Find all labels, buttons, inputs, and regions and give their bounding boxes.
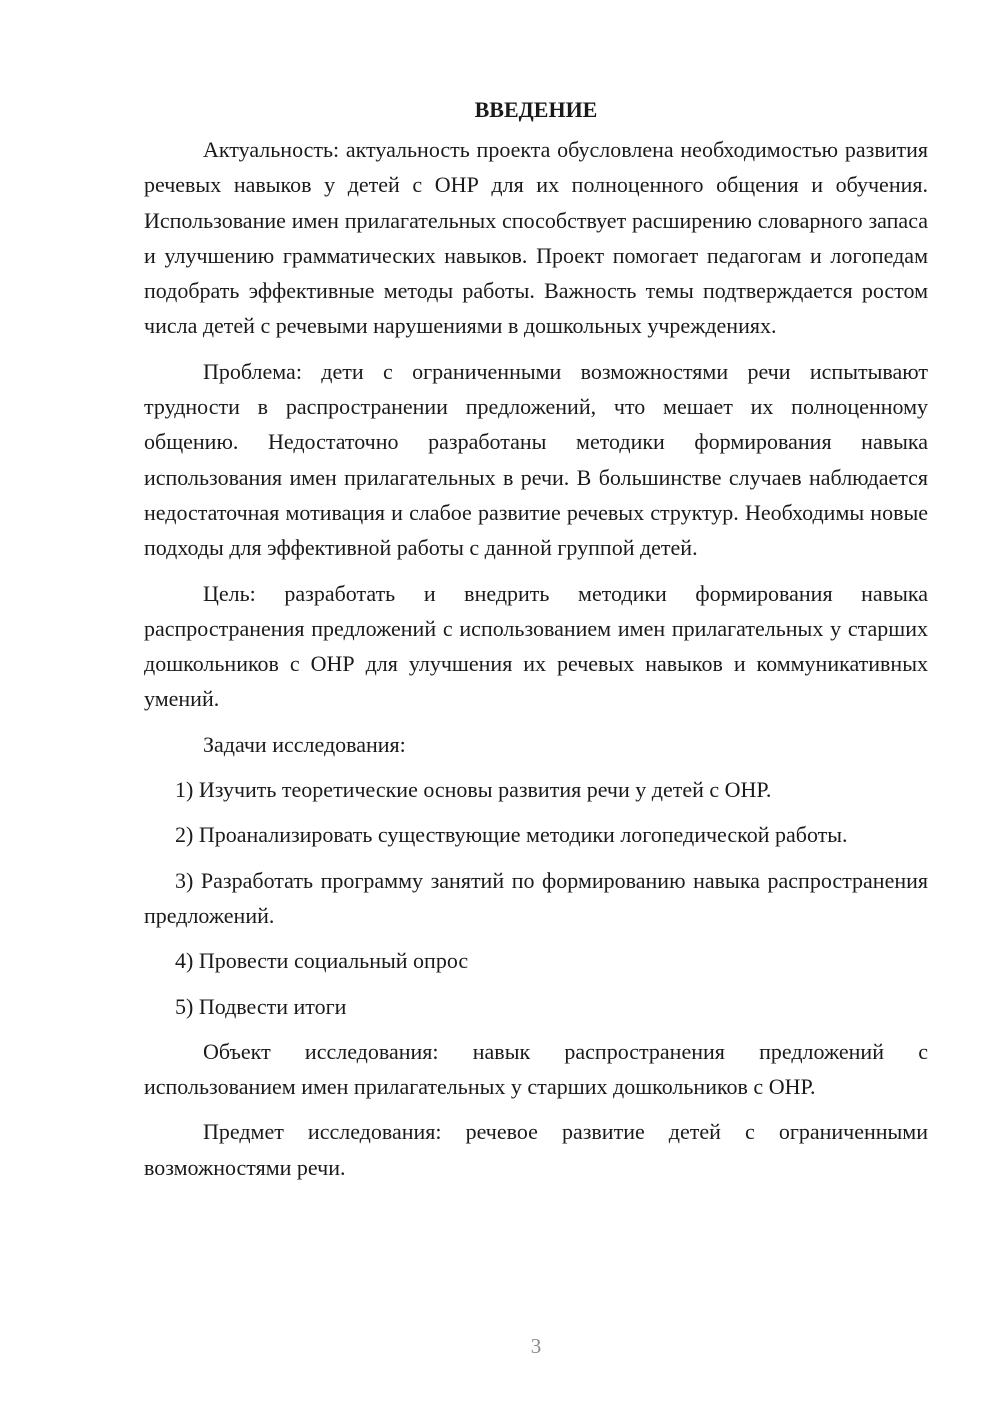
task-item-3: 3) Разработать программу занятий по формированию навыка распространения предложений. xyxy=(144,867,928,928)
task-item-5: 5) Подвести итоги xyxy=(175,993,347,1019)
task-item-4: 4) Провести социальный опрос xyxy=(175,948,469,974)
section-heading: ВВЕДЕНИЕ xyxy=(474,97,598,122)
page-number: 3 xyxy=(530,1334,542,1358)
research-object-paragraph: Объект исследования: навык распространения предложений с использованием имен прилагательных у старших дошкольников с ОНР. xyxy=(144,1038,928,1100)
task-item-1: 1) Изучить теоретические основы развития речи у детей с ОНР. xyxy=(175,777,772,803)
task-item-2: 2) Проанализировать существующие методики логопедической работы. xyxy=(175,822,848,848)
relevance-paragraph: Актуальность: актуальность проекта обусловлена необходимостью развития речевых навыков у детей с ОНР для их полноценного общения и обучения. Использование имен прилагательных способствует расширению словарного запаса и улучшению грамматических навыков. Проект помогает педагогам и логопедам подобрать эффективные методы работы. Важность темы подтверждается ростом числа детей с речевыми нарушениями в дошкольных учреждениях. xyxy=(144,137,928,339)
page-content xyxy=(144,94,928,1195)
goal-paragraph: Цель: разработать и внедрить методики формирования навыка распространения предложений с использованием имен прилагательных у старших дошкольников с ОНР для улучшения их речевых навыков и коммуникативных умений. xyxy=(144,580,928,712)
research-subject-paragraph: Предмет исследования: речевое развитие детей с ограниченными возможностями речи. xyxy=(144,1119,928,1180)
tasks-intro-paragraph: Задачи исследования: xyxy=(203,731,406,757)
problem-paragraph: Проблема: дети с ограниченными возможностями речи испытывают трудности в распространении предложений, что мешает их полноценному общению. Недостаточно разработаны методики формирования навыка использования имен прилагательных в речи. В большинстве случаев наблюдается недостаточная мотивация и слабое развитие речевых структур. Необходимы новые подходы для эффективной работы с данной группой детей. xyxy=(144,358,928,561)
